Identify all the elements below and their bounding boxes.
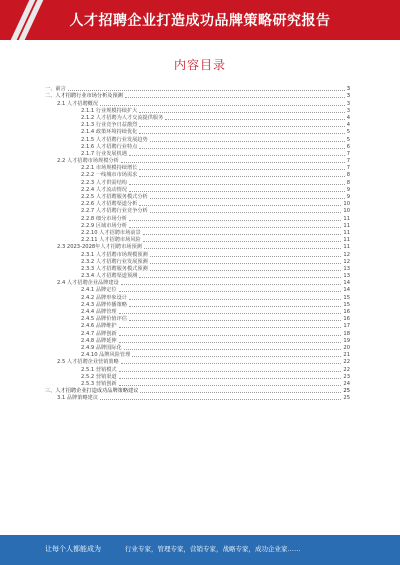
toc-entry[interactable] — [45, 323, 350, 330]
toc-entry-page: 11 — [343, 215, 350, 222]
toc-leader-dots — [100, 105, 345, 106]
toc-leader-dots — [124, 349, 342, 350]
toc-entry-label: 2.2 人才招聘市场规模分析 — [57, 158, 119, 165]
toc-entry-label: 2.5.3 营销创新 — [81, 380, 117, 387]
toc-entry-page: 7 — [346, 150, 350, 157]
toc-entry-page: 8 — [346, 172, 350, 179]
toc-entry-page: 9 — [346, 194, 350, 200]
toc-leader-dots — [119, 335, 342, 336]
toc-entry-page: 11 — [343, 244, 350, 251]
toc-entry[interactable] — [45, 129, 350, 136]
toc-entry[interactable] — [45, 359, 350, 366]
toc-entry-page: 13 — [343, 273, 350, 280]
toc-leader-dots — [129, 155, 345, 156]
toc-entry[interactable] — [45, 330, 350, 337]
toc-entry-label: 2.2.1 市场规模持续增长 — [81, 165, 138, 172]
toc-entry-label: 2.1.5 人才招聘行业发展趋势 — [81, 136, 148, 143]
toc-leader-dots — [139, 176, 344, 177]
toc-entry-page: 5 — [346, 129, 350, 136]
toc-entry[interactable] — [45, 151, 350, 158]
table-of-contents — [45, 86, 350, 402]
footer-bar — [0, 535, 400, 565]
toc-entry[interactable] — [45, 144, 350, 151]
toc-entry-label: 2.2.9 区域市场分析 — [81, 222, 127, 229]
toc-leader-dots — [150, 263, 342, 264]
toc-entry[interactable] — [45, 100, 350, 107]
toc-leader-dots — [150, 198, 345, 199]
toc-leader-dots — [129, 191, 345, 192]
toc-entry-page: 15 — [343, 301, 350, 308]
toc-entry-label: 2.2.11 人才招聘市场风险 — [81, 237, 141, 244]
toc-entry-page: 22 — [343, 366, 350, 373]
toc-entry-page: 11 — [343, 222, 350, 229]
toc-leader-dots — [121, 363, 342, 364]
toc-entry-page: 12 — [343, 258, 350, 265]
toc-leader-dots — [143, 241, 342, 242]
toc-leader-dots — [139, 133, 344, 134]
toc-leader-dots — [144, 248, 342, 249]
toc-entry-label: 3.1 品牌策略建议 — [57, 395, 99, 402]
toc-entry-page: 6 — [346, 143, 350, 150]
toc-entry[interactable] — [45, 179, 350, 186]
toc-leader-dots — [129, 320, 341, 321]
toc-leader-dots — [165, 119, 344, 120]
toc-entry-label: 2.4.8 品牌延伸 — [81, 337, 117, 344]
toc-leader-dots — [68, 90, 345, 91]
toc-leader-dots — [119, 342, 342, 343]
toc-leader-dots — [129, 220, 341, 221]
toc-leader-dots — [121, 284, 342, 285]
toc-leader-dots — [129, 306, 341, 307]
toc-entry-label: 一、前言 — [45, 86, 66, 93]
toc-entry-label: 2.3.2 人才招聘行业发展预测 — [81, 258, 148, 265]
toc-leader-dots — [119, 291, 342, 292]
toc-entry-label: 2.4.9 品牌国际化 — [81, 344, 122, 351]
toc-entry-page: 12 — [343, 251, 350, 258]
toc-entry[interactable] — [45, 366, 350, 373]
toc-entry[interactable] — [45, 259, 350, 266]
toc-entry-page: 23 — [343, 373, 350, 380]
toc-leader-dots — [150, 141, 345, 142]
toc-entry-label: 2.2.3 人才供需结构 — [81, 179, 127, 186]
toc-entry[interactable] — [45, 338, 350, 345]
toc-entry-label: 2.3.3 人才招聘服务模式预测 — [81, 265, 148, 272]
toc-entry[interactable] — [45, 345, 350, 352]
toc-entry-page: 3 — [346, 93, 350, 100]
toc-entry-page: 7 — [346, 158, 350, 165]
toc-entry-label: 2.1.3 行业竞争日益激烈 — [81, 122, 138, 129]
toc-leader-dots — [119, 371, 342, 372]
toc-entry-label: 2.5 人才招聘企业营销策略 — [57, 359, 119, 366]
toc-entry[interactable] — [45, 108, 350, 115]
toc-entry[interactable] — [45, 251, 350, 258]
toc-entry[interactable] — [45, 388, 350, 395]
toc-entry-page: 9 — [346, 186, 350, 193]
header-bar — [0, 0, 400, 40]
toc-entry[interactable] — [45, 194, 350, 201]
toc-entry-label: 2.4.7 品牌创新 — [81, 330, 117, 337]
toc-leader-dots — [119, 385, 342, 386]
toc-leader-dots — [150, 212, 342, 213]
toc-entry-page: 16 — [343, 316, 350, 323]
toc-leader-dots — [129, 227, 341, 228]
toc-entry-page: 4 — [346, 122, 350, 129]
toc-entry[interactable] — [45, 158, 350, 165]
toc-entry[interactable] — [45, 244, 350, 251]
toc-entry-label: 2.1 人才招聘概况 — [57, 100, 99, 107]
toc-entry[interactable] — [45, 115, 350, 122]
toc-entry[interactable] — [45, 223, 350, 230]
toc-entry-label: 2.2.7 人才招聘行业竞争分析 — [81, 208, 148, 215]
toc-leader-dots — [140, 392, 341, 393]
toc-entry[interactable] — [45, 374, 350, 381]
toc-leader-dots — [129, 184, 345, 185]
toc-entry-page: 5 — [346, 136, 350, 143]
toc-entry-page: 15 — [343, 294, 350, 301]
toc-entry-label: 三、人才招聘企业打造成功品牌策略建议 — [45, 388, 139, 395]
toc-entry-label: 2.2.2 一线城市市场需求 — [81, 172, 138, 179]
toc-entry[interactable] — [45, 273, 350, 280]
toc-entry[interactable] — [45, 136, 350, 143]
toc-leader-dots — [119, 378, 342, 379]
toc-entry-label: 2.4.4 品牌管理 — [81, 309, 117, 315]
toc-entry-label: 2.3.1 人才招聘市场规模预测 — [81, 251, 148, 258]
toc-entry-page: 3 — [346, 107, 350, 114]
toc-leader-dots — [139, 148, 344, 149]
toc-leader-dots — [129, 299, 341, 300]
toc-heading: 内容目录 — [173, 58, 226, 72]
toc-entry-page: 24 — [343, 380, 350, 387]
toc-leader-dots — [150, 256, 342, 257]
toc-entry-label: 2.4.5 品牌价值评估 — [81, 316, 127, 323]
toc-entry-label: 2.2.5 人才招聘服务模式分析 — [81, 194, 148, 200]
toc-leader-dots — [132, 356, 341, 357]
toc-entry-label: 2.4.1 品牌定位 — [81, 287, 117, 294]
toc-leader-dots — [100, 399, 341, 400]
toc-entry-page: 11 — [343, 237, 350, 244]
toc-entry-page: 14 — [343, 287, 350, 294]
toc-entry-page: 3 — [346, 100, 350, 107]
toc-entry-page: 16 — [343, 309, 350, 315]
toc-entry[interactable] — [45, 187, 350, 194]
toc-entry-page: 10 — [343, 208, 350, 215]
toc-entry-page: 19 — [343, 337, 350, 344]
toc-entry-label: 二、人才招聘行业市场分析及预测 — [45, 93, 123, 100]
toc-leader-dots — [139, 277, 341, 278]
toc-entry[interactable] — [45, 215, 350, 222]
toc-leader-dots — [139, 205, 341, 206]
toc-leader-dots — [139, 126, 344, 127]
toc-entry[interactable] — [45, 309, 350, 316]
footer-tagline: 行业专家，管理专家，营销专家，战略专家，成功企业家…… — [125, 545, 301, 553]
toc-entry-label: 2.2.6 人才招聘渠道分析 — [81, 201, 138, 208]
toc-entry-page: 13 — [343, 265, 350, 272]
toc-entry-label: 2.5.2 营销渠道 — [81, 373, 117, 380]
toc-entry-label: 2.4.10 品牌风险管理 — [81, 352, 131, 359]
toc-entry[interactable] — [45, 287, 350, 294]
toc-entry-page: 4 — [346, 114, 350, 121]
toc-entry-label: 2.2.8 细分市场分析 — [81, 215, 127, 222]
toc-entry-page: 14 — [343, 280, 350, 287]
toc-entry-page: 25 — [343, 388, 350, 395]
toc-entry-label: 2.1.1 行业规模持续扩大 — [81, 107, 138, 114]
toc-entry[interactable] — [45, 395, 350, 402]
toc-entry-label: 2.4.3 品牌传播策略 — [81, 301, 127, 308]
toc-leader-dots — [125, 97, 345, 98]
toc-entry-label: 2.3 2023-2028年人才招聘市场预测 — [57, 244, 142, 251]
toc-entry-label: 2.4.2 品牌形象设计 — [81, 294, 127, 301]
toc-entry-label: 2.1.2 人才招聘为人才交流提供服务 — [81, 114, 164, 121]
toc-leader-dots — [139, 112, 344, 113]
toc-entry[interactable] — [45, 208, 350, 215]
toc-entry[interactable] — [45, 266, 350, 273]
toc-entry-label: 2.4.6 品牌维护 — [81, 323, 117, 330]
toc-entry-label: 2.1.7 行业发展机遇 — [81, 150, 127, 157]
toc-entry-label: 2.2.10 人才招聘市场前景 — [81, 229, 141, 236]
toc-entry-label: 2.5.1 营销模式 — [81, 366, 117, 373]
toc-entry-page: 20 — [343, 344, 350, 351]
toc-entry-page: 11 — [343, 229, 350, 236]
toc-entry[interactable] — [45, 172, 350, 179]
toc-entry[interactable] — [45, 381, 350, 388]
toc-leader-dots — [119, 327, 342, 328]
toc-entry-page: 3 — [346, 86, 350, 93]
toc-entry-label: 2.4 人才招聘企业品牌建设 — [57, 280, 119, 287]
toc-entry[interactable] — [45, 93, 350, 100]
toc-entry[interactable] — [45, 230, 350, 237]
toc-leader-dots — [150, 270, 342, 271]
toc-entry-page: 25 — [343, 395, 350, 402]
toc-entry-page: 10 — [343, 201, 350, 208]
toc-entry-page: 22 — [343, 359, 350, 366]
toc-entry-page: 8 — [346, 179, 350, 186]
document-title: 人才招聘企业打造成功品牌策略研究报告 — [69, 13, 331, 29]
toc-entry-page: 7 — [346, 165, 350, 172]
toc-entry-page: 18 — [343, 330, 350, 337]
toc-entry-label: 2.1.4 政策环境持续优化 — [81, 129, 138, 136]
toc-leader-dots — [143, 234, 342, 235]
toc-leader-dots — [119, 313, 342, 314]
toc-entry-page: 21 — [343, 352, 350, 359]
toc-entry-label: 2.3.4 人才招聘渠道预测 — [81, 273, 138, 280]
toc-entry-page: 17 — [343, 323, 350, 330]
toc-leader-dots — [139, 169, 344, 170]
footer-slogan: 让每个人都能成为 — [45, 545, 101, 553]
toc-entry[interactable] — [45, 302, 350, 309]
toc-leader-dots — [121, 162, 345, 163]
toc-entry-label: 2.2.4 人才流动情况 — [81, 186, 127, 193]
toc-entry[interactable] — [45, 294, 350, 301]
toc-entry-label: 2.1.6 人才招聘行业特点 — [81, 143, 138, 150]
